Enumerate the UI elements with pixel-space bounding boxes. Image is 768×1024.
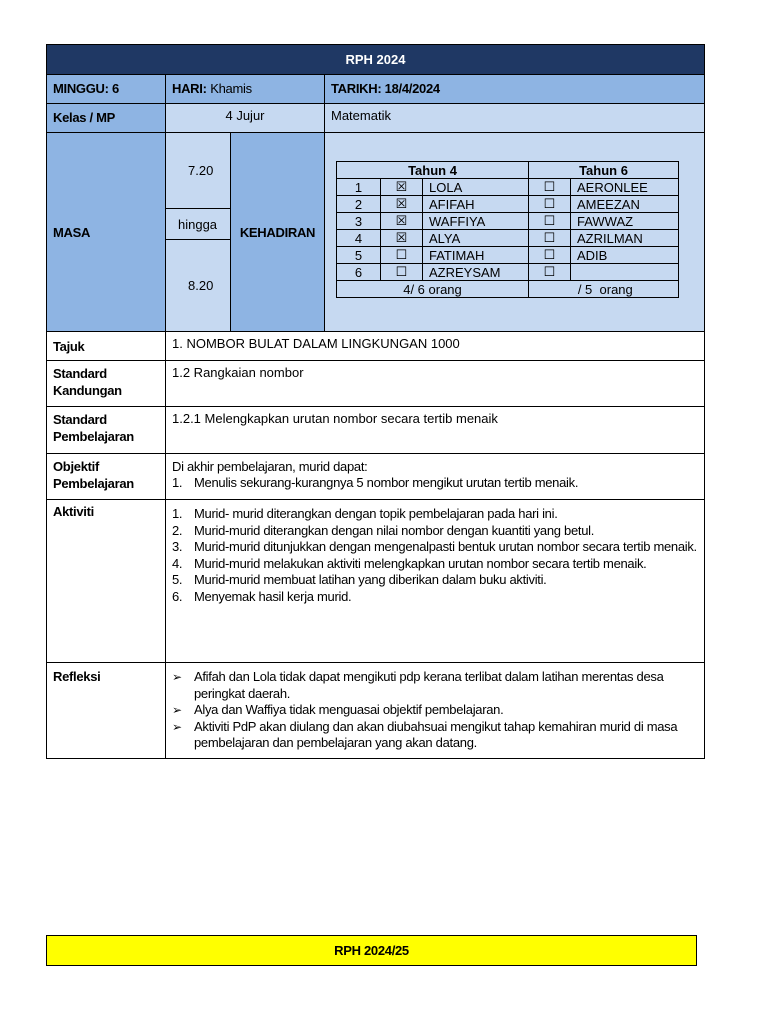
mp-value: Matematik: [325, 104, 704, 132]
student-name: FAWWAZ: [571, 213, 679, 230]
aktiviti-row: [47, 500, 704, 663]
tajuk-value: 1. NOMBOR BULAT DALAM LINGKUNGAN 1000: [172, 336, 460, 351]
objektif-intro: Di akhir pembelajaran, murid dapat:: [172, 459, 368, 474]
row-number: 1: [337, 179, 381, 196]
sk-value: 1.2 Rangkaian nombor: [172, 365, 304, 380]
sk-label: Standard Kandungan: [47, 361, 166, 406]
student-name: FATIMAH: [423, 247, 529, 264]
sk-row: [47, 361, 704, 407]
kelas-row: [47, 104, 704, 133]
item-number: 6.: [172, 588, 183, 604]
attendance-row: [337, 179, 679, 196]
arrow-bullet-icon: ➢: [172, 670, 182, 684]
student-name: WAFFIYA: [423, 213, 529, 230]
item-text: Murid- murid diterangkan dengan topik pembelajaran pada hari ini.: [194, 506, 558, 521]
list-item: [172, 539, 698, 556]
kelas-value: 4 Jujur: [166, 104, 325, 132]
arrow-bullet-icon: ➢: [172, 703, 182, 717]
list-item: [172, 556, 698, 573]
masa-times: [166, 133, 231, 331]
objektif-label: Objektif Pembelajaran: [47, 454, 166, 499]
footer-title: RPH 2024/25: [46, 935, 697, 966]
item-number: 5.: [172, 572, 183, 587]
masa-end: 8.20: [188, 278, 214, 293]
item-text: Murid-murid melakukan aktiviti melengkapkan urutan nombor secara tertib menaik.: [194, 555, 647, 571]
item-text: Alya dan Waffiya tidak menguasai objektif pembelajaran.: [194, 702, 504, 717]
attendance-row: [337, 196, 679, 213]
checkbox-icon[interactable]: ☐: [381, 247, 423, 264]
checkbox-icon[interactable]: ☐: [529, 264, 571, 281]
item-text: Murid-murid ditunjukkan dengan mengenalpasti bentuk urutan nombor secara tertib menaik.: [194, 539, 697, 554]
student-name: ALYA: [423, 230, 529, 247]
row-number: 5: [337, 247, 381, 264]
total-tahun6: / 5 orang: [529, 281, 679, 298]
info-row: [47, 75, 704, 104]
list-item: [172, 719, 698, 752]
row-number: 4: [337, 230, 381, 247]
list-item: [172, 589, 698, 606]
sp-row: [47, 407, 704, 454]
row-number: 6: [337, 264, 381, 281]
row-number: 2: [337, 196, 381, 213]
checkbox-icon[interactable]: ☐: [381, 264, 423, 281]
item-number: 4.: [172, 555, 183, 571]
total-tahun4: 4/ 6 orang: [337, 281, 529, 298]
checkbox-icon[interactable]: ☐: [529, 179, 571, 196]
item-text: Murid-murid diterangkan dengan nilai nombor dengan kuantiti yang betul.: [194, 522, 595, 538]
list-item: [172, 475, 698, 492]
attendance-row: [337, 230, 679, 247]
kehadiran-panel: [325, 133, 704, 331]
tahun6-header: Tahun 6: [529, 162, 679, 179]
item-text: Aktiviti PdP akan diulang dan akan diubahsuai mengikut tahap kemahiran murid di masa pembelajaran dan pembelajaran yang akan datang.: [194, 718, 678, 750]
masa-mid-cell: [166, 209, 230, 240]
sp-value: 1.2.1 Melengkapkan urutan nombor secara tertib menaik: [172, 411, 498, 426]
tajuk-label: Tajuk: [47, 332, 166, 360]
attendance-table: [336, 161, 679, 298]
student-name: ADIB: [571, 247, 679, 264]
list-item: [172, 702, 698, 719]
attendance-row: [337, 213, 679, 230]
refleksi-label: Refleksi: [47, 663, 166, 758]
student-name: AFIFAH: [423, 196, 529, 213]
objektif-content: [166, 454, 704, 499]
item-text: Murid-murid membuat latihan yang diberikan dalam buku aktiviti.: [194, 572, 547, 587]
list-item: [172, 506, 698, 523]
kelas-label: Kelas / MP: [47, 104, 166, 132]
checkbox-icon[interactable]: ☐: [529, 247, 571, 264]
aktiviti-label: Aktiviti: [47, 500, 166, 662]
checkbox-icon[interactable]: ☒: [381, 179, 423, 196]
student-name: AZRILMAN: [571, 230, 679, 247]
hari-cell: [166, 75, 325, 103]
checkbox-icon[interactable]: ☒: [381, 196, 423, 213]
checkbox-icon[interactable]: ☐: [529, 230, 571, 247]
tarikh-cell: TARIKH: 18/4/2024: [325, 75, 704, 103]
hari-label: HARI:: [172, 81, 207, 96]
masa-row: [47, 133, 704, 332]
hari-value: Khamis: [210, 81, 252, 96]
masa-start: 7.20: [188, 163, 214, 178]
checkbox-icon[interactable]: ☒: [381, 230, 423, 247]
checkbox-icon[interactable]: ☐: [529, 196, 571, 213]
tajuk-row: [47, 332, 704, 361]
masa-start-cell: [166, 133, 230, 209]
list-item: [172, 572, 698, 589]
objektif-row: [47, 454, 704, 500]
kehadiran-label: KEHADIRAN: [231, 133, 325, 331]
tahun4-header: Tahun 4: [337, 162, 529, 179]
student-name: AZREYSAM: [423, 264, 529, 281]
list-item: [172, 669, 698, 702]
item-number: 3.: [172, 539, 183, 554]
checkbox-icon[interactable]: ☒: [381, 213, 423, 230]
arrow-bullet-icon: ➢: [172, 719, 182, 734]
rph-title: RPH 2024: [47, 45, 704, 75]
item-text: Afifah dan Lola tidak dapat mengikuti pdp kerana terlibat dalam latihan merentas desa peringkat daerah.: [194, 669, 664, 701]
item-number: 1.: [172, 475, 183, 490]
item-text: Menulis sekurang-kurangnya 5 nombor mengikut urutan tertib menaik.: [194, 475, 579, 490]
minggu-cell: MINGGU: 6: [47, 75, 166, 103]
checkbox-icon[interactable]: ☐: [529, 213, 571, 230]
student-name: LOLA: [423, 179, 529, 196]
student-name: AMEEZAN: [571, 196, 679, 213]
student-name: AERONLEE: [571, 179, 679, 196]
attendance-row: [337, 247, 679, 264]
refleksi-content: [166, 663, 704, 758]
item-number: 1.: [172, 506, 183, 521]
sp-label: Standard Pembelajaran: [47, 407, 166, 453]
attendance-row: [337, 264, 679, 281]
aktiviti-content: [166, 500, 704, 662]
row-number: 3: [337, 213, 381, 230]
student-name: [571, 264, 679, 281]
list-item: [172, 523, 698, 540]
item-text: Menyemak hasil kerja murid.: [194, 588, 352, 604]
masa-mid: hingga: [178, 216, 218, 232]
masa-end-cell: [166, 240, 230, 331]
refleksi-row: [47, 663, 704, 758]
rph-table: [46, 44, 705, 759]
masa-label: MASA: [47, 133, 166, 331]
item-number: 2.: [172, 522, 183, 538]
